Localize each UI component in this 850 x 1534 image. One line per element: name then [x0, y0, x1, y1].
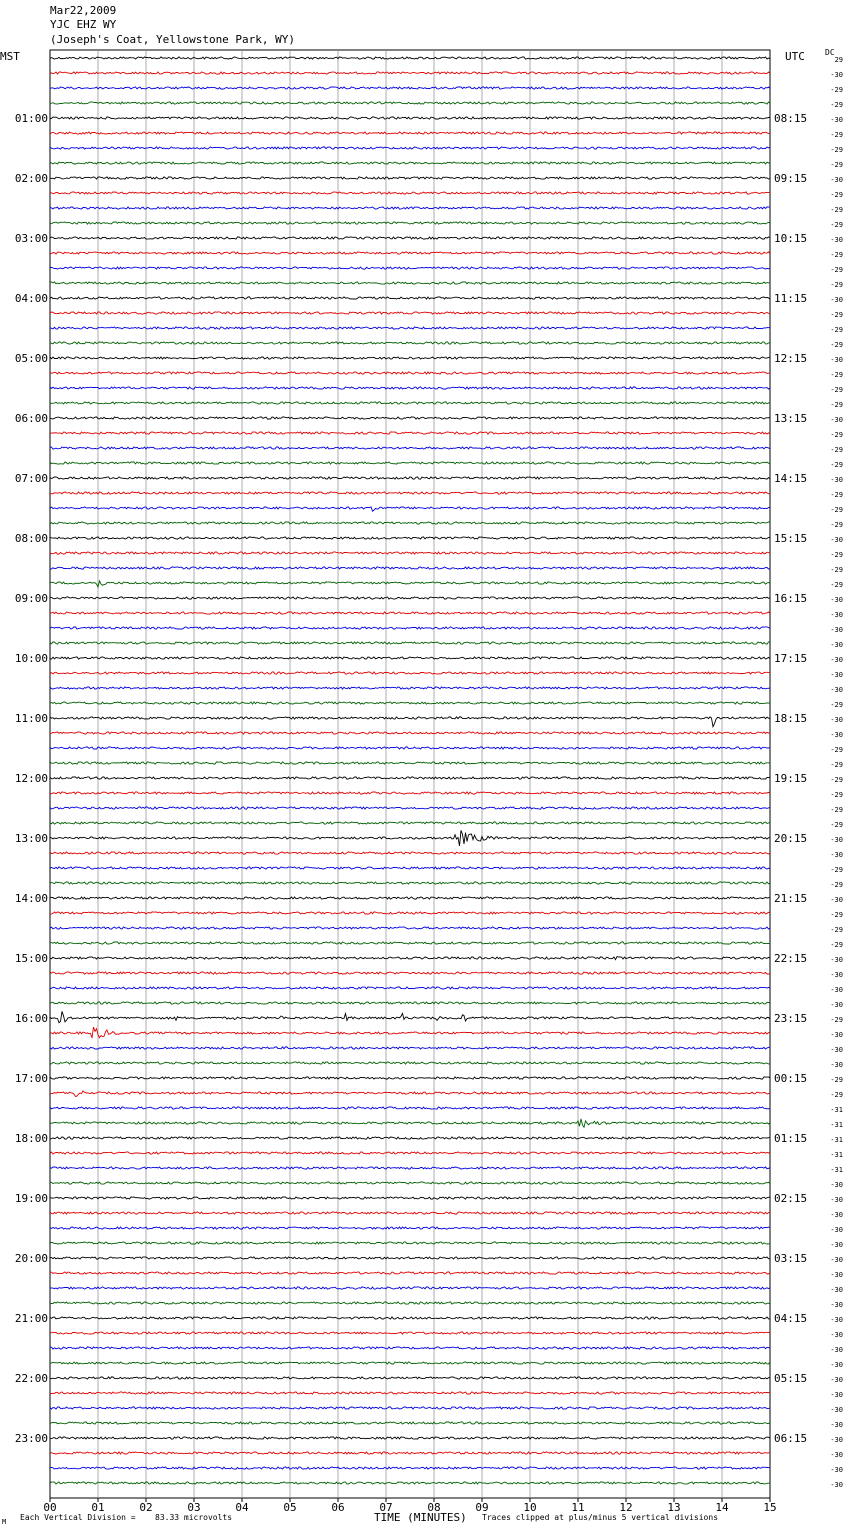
record-date: Mar22,2009 — [50, 4, 117, 17]
station-location: (Joseph's Coat, Yellowstone Park, WY) — [50, 33, 296, 46]
trace-line — [50, 1332, 770, 1334]
dc-offset-label: -30 — [830, 1406, 843, 1414]
utc-hour-label: 09:15 — [774, 172, 808, 185]
mst-hour-label: 12:00 — [14, 772, 48, 785]
dc-offset-label: -29 — [830, 821, 843, 829]
trace-line — [50, 1302, 770, 1304]
dc-offset-label: -29 — [830, 206, 843, 214]
trace-line — [50, 417, 770, 419]
trace-line — [50, 882, 770, 884]
dc-offset-label: -29 — [830, 866, 843, 874]
dc-offset-label: -29 — [830, 761, 843, 769]
dc-offset-label: -30 — [830, 1286, 843, 1294]
clip-note: Traces clipped at plus/minus 5 vertical divisions — [482, 1513, 719, 1522]
dc-offset-label: -29 — [830, 566, 843, 574]
trace-line — [50, 327, 770, 329]
x-tick-label: 13 — [667, 1501, 681, 1514]
trace-line — [50, 612, 770, 614]
dc-offset-label: -30 — [830, 851, 843, 859]
trace-line — [50, 507, 770, 511]
mst-hour-label: 07:00 — [14, 472, 48, 485]
dc-offset-label: -29 — [830, 941, 843, 949]
mst-hour-label: 08:00 — [14, 532, 48, 545]
trace-line — [50, 177, 770, 179]
axis-labels — [15, 56, 843, 1514]
dc-offset-label: -31 — [830, 1106, 843, 1114]
dc-offset-label: -30 — [830, 596, 843, 604]
trace-line — [50, 1047, 770, 1049]
trace-line — [50, 132, 770, 134]
trace-line — [50, 1482, 770, 1484]
x-tick-label: 07 — [379, 1501, 393, 1514]
trace-line — [50, 1377, 770, 1379]
trace-line — [50, 1227, 770, 1229]
trace-line — [50, 702, 770, 704]
dc-offset-label: -29 — [830, 281, 843, 289]
dc-offset-label: -30 — [830, 356, 843, 364]
dc-offset-label: -30 — [830, 1421, 843, 1429]
utc-hour-label: 05:15 — [774, 1372, 808, 1385]
dc-offset-label: -29 — [830, 521, 843, 529]
trace-line — [50, 897, 770, 899]
dc-offset-label: -30 — [830, 236, 843, 244]
dc-offset-label: -30 — [830, 1031, 843, 1039]
trace-line — [50, 1011, 770, 1022]
mst-hour-label: 13:00 — [14, 832, 48, 845]
trace-line — [50, 912, 770, 914]
dc-offset-label: -30 — [830, 1391, 843, 1399]
mst-hour-label: 14:00 — [14, 892, 48, 905]
trace-line — [50, 1152, 770, 1154]
dc-offset-label: -30 — [830, 1211, 843, 1219]
utc-axis-title: UTC — [785, 50, 805, 63]
utc-hour-label: 20:15 — [774, 832, 808, 845]
trace-line — [50, 432, 770, 434]
trace-line — [50, 642, 770, 644]
dc-offset-label: -30 — [830, 1481, 843, 1489]
mst-hour-label: 03:00 — [14, 232, 48, 245]
dc-offset-label: -29 — [830, 776, 843, 784]
dc-offset-label: -29 — [830, 311, 843, 319]
dc-offset-label: -29 — [830, 371, 843, 379]
dc-offset-label: -30 — [830, 956, 843, 964]
utc-hour-label: 10:15 — [774, 232, 808, 245]
mst-hour-label: 23:00 — [14, 1432, 48, 1445]
dc-offset-label: -30 — [830, 1271, 843, 1279]
dc-offset-label: -30 — [830, 1376, 843, 1384]
trace-line — [50, 357, 770, 359]
trace-line — [50, 147, 770, 149]
trace-line — [50, 1091, 770, 1097]
trace-line — [50, 1452, 770, 1454]
trace-line — [50, 567, 770, 569]
trace-line — [50, 957, 770, 960]
x-tick-label: 01 — [91, 1501, 105, 1514]
corner-mark: M — [2, 1518, 7, 1526]
trace-line — [50, 581, 770, 587]
trace-line — [50, 1182, 770, 1184]
x-tick-label: 05 — [283, 1501, 297, 1514]
trace-line — [50, 1467, 770, 1469]
dc-offset-label: -30 — [830, 656, 843, 664]
trace-line — [50, 1407, 770, 1409]
dc-offset-label: -29 — [830, 926, 843, 934]
dc-offset-label: -30 — [830, 611, 843, 619]
trace-line — [50, 1027, 770, 1038]
trace-line — [50, 537, 770, 539]
dc-offset-label: -29 — [830, 911, 843, 919]
trace-line — [50, 1437, 770, 1439]
trace-line — [50, 267, 770, 269]
trace-line — [50, 822, 770, 824]
mst-hour-label: 04:00 — [14, 292, 48, 305]
dc-offset-label: -30 — [830, 416, 843, 424]
x-tick-label: 14 — [715, 1501, 729, 1514]
trace-line — [50, 717, 770, 727]
dc-offset-label: -30 — [830, 1181, 843, 1189]
trace-line — [50, 57, 770, 59]
dc-offset-label: -30 — [830, 971, 843, 979]
trace-line — [50, 1242, 770, 1244]
trace-line — [50, 1002, 770, 1004]
trace-line — [50, 237, 770, 239]
dc-offset-label: -30 — [830, 731, 843, 739]
trace-line — [50, 852, 770, 854]
trace-line — [50, 387, 770, 389]
utc-hour-label: 22:15 — [774, 952, 808, 965]
trace-line — [50, 597, 770, 599]
x-tick-label: 00 — [43, 1501, 57, 1514]
mst-hour-label: 06:00 — [14, 412, 48, 425]
utc-hour-label: 03:15 — [774, 1252, 808, 1265]
seismic-traces — [50, 57, 770, 1484]
trace-line — [50, 207, 770, 209]
mst-hour-label: 01:00 — [14, 112, 48, 125]
x-tick-label: 09 — [475, 1501, 489, 1514]
utc-hour-label: 21:15 — [774, 892, 808, 905]
dc-offset-label: -29 — [830, 551, 843, 559]
mst-hour-label: 21:00 — [14, 1312, 48, 1325]
dc-offset-label: -29 — [830, 221, 843, 229]
trace-line — [50, 297, 770, 299]
dc-offset-label: -29 — [830, 101, 843, 109]
station-code: YJC EHZ WY — [50, 18, 117, 31]
utc-hour-label: 18:15 — [774, 712, 808, 725]
mst-hour-label: 09:00 — [14, 592, 48, 605]
dc-offset-label: -30 — [830, 641, 843, 649]
mst-axis-title: MST — [0, 50, 20, 63]
dc-offset-label: -31 — [830, 1121, 843, 1129]
dc-offset-label: -31 — [830, 1136, 843, 1144]
utc-hour-label: 08:15 — [774, 112, 808, 125]
vertical-division-label: Each Vertical Division = — [20, 1513, 136, 1522]
utc-hour-label: 15:15 — [774, 532, 808, 545]
trace-line — [50, 372, 770, 374]
utc-hour-label: 13:15 — [774, 412, 808, 425]
utc-hour-label: 17:15 — [774, 652, 808, 665]
dc-offset-label: 29 — [834, 56, 843, 64]
dc-axis-title: DC — [825, 48, 835, 57]
dc-offset-label: -30 — [830, 71, 843, 79]
trace-line — [50, 1107, 770, 1109]
time-grid — [50, 50, 770, 1502]
dc-offset-label: -29 — [830, 1016, 843, 1024]
trace-line — [50, 1062, 770, 1064]
dc-offset-label: -30 — [830, 1001, 843, 1009]
dc-offset-label: -29 — [830, 386, 843, 394]
x-tick-label: 06 — [331, 1501, 345, 1514]
trace-line — [50, 117, 770, 119]
trace-line — [50, 252, 770, 254]
dc-offset-label: -30 — [830, 1301, 843, 1309]
trace-line — [50, 312, 770, 314]
trace-line — [50, 927, 770, 929]
trace-line — [50, 1197, 770, 1199]
trace-line — [50, 192, 770, 194]
mst-hour-label: 15:00 — [14, 952, 48, 965]
trace-line — [50, 687, 770, 689]
dc-offset-label: -30 — [830, 986, 843, 994]
x-tick-label: 10 — [523, 1501, 537, 1514]
dc-offset-label: -30 — [830, 1061, 843, 1069]
dc-offset-label: -30 — [830, 1241, 843, 1249]
dc-offset-label: -29 — [830, 746, 843, 754]
dc-offset-label: -30 — [830, 1451, 843, 1459]
dc-offset-label: -29 — [830, 881, 843, 889]
dc-offset-label: -29 — [830, 806, 843, 814]
utc-hour-label: 23:15 — [774, 1012, 808, 1025]
trace-line — [50, 830, 770, 846]
trace-line — [50, 552, 770, 554]
x-tick-label: 11 — [571, 1501, 585, 1514]
utc-hour-label: 04:15 — [774, 1312, 808, 1325]
utc-hour-label: 12:15 — [774, 352, 808, 365]
dc-offset-label: -30 — [830, 176, 843, 184]
dc-offset-label: -29 — [830, 701, 843, 709]
dc-offset-label: -30 — [830, 116, 843, 124]
trace-line — [50, 972, 770, 974]
x-tick-label: 02 — [139, 1501, 153, 1514]
mst-hour-label: 18:00 — [14, 1132, 48, 1145]
mst-hour-label: 16:00 — [14, 1012, 48, 1025]
dc-offset-label: -29 — [830, 146, 843, 154]
x-axis-title: TIME (MINUTES) — [374, 1511, 467, 1524]
trace-line — [50, 1362, 770, 1364]
dc-offset-label: -30 — [830, 626, 843, 634]
dc-offset-label: -29 — [830, 401, 843, 409]
trace-line — [50, 1272, 770, 1274]
mst-hour-label: 19:00 — [14, 1192, 48, 1205]
trace-line — [50, 762, 770, 764]
dc-offset-label: -30 — [830, 1361, 843, 1369]
trace-line — [50, 1077, 770, 1079]
dc-offset-label: -30 — [830, 1046, 843, 1054]
mst-hour-label: 02:00 — [14, 172, 48, 185]
utc-hour-label: 01:15 — [774, 1132, 808, 1145]
dc-offset-label: -29 — [830, 791, 843, 799]
utc-hour-label: 00:15 — [774, 1072, 808, 1085]
dc-offset-label: -30 — [830, 476, 843, 484]
dc-offset-label: -30 — [830, 1256, 843, 1264]
trace-line — [50, 1287, 770, 1289]
dc-offset-label: -29 — [830, 161, 843, 169]
trace-line — [50, 1392, 770, 1394]
trace-line — [50, 342, 770, 344]
dc-offset-label: -31 — [830, 1151, 843, 1159]
mst-hour-label: 10:00 — [14, 652, 48, 665]
dc-offset-label: -29 — [830, 86, 843, 94]
utc-hour-label: 11:15 — [774, 292, 808, 305]
trace-line — [50, 792, 770, 794]
dc-offset-label: -30 — [830, 836, 843, 844]
utc-hour-label: 16:15 — [774, 592, 808, 605]
x-tick-label: 12 — [619, 1501, 633, 1514]
trace-line — [50, 672, 770, 674]
x-tick-label: 08 — [427, 1501, 441, 1514]
dc-offset-label: -30 — [830, 1331, 843, 1339]
x-tick-label: 04 — [235, 1501, 249, 1514]
trace-line — [50, 1422, 770, 1424]
trace-line — [50, 987, 770, 989]
utc-hour-label: 02:15 — [774, 1192, 808, 1205]
trace-line — [50, 447, 770, 449]
trace-line — [50, 1119, 770, 1128]
dc-offset-label: -29 — [830, 191, 843, 199]
trace-line — [50, 402, 770, 404]
dc-offset-label: -30 — [830, 896, 843, 904]
dc-offset-label: -29 — [830, 506, 843, 514]
trace-line — [50, 1317, 770, 1319]
mst-hour-label: 11:00 — [14, 712, 48, 725]
dc-offset-label: -30 — [830, 1436, 843, 1444]
trace-line — [50, 627, 770, 629]
dc-offset-label: -29 — [830, 131, 843, 139]
dc-offset-label: -30 — [830, 1316, 843, 1324]
dc-offset-label: -29 — [830, 461, 843, 469]
trace-line — [50, 87, 770, 89]
dc-offset-label: -29 — [830, 1076, 843, 1084]
trace-line — [50, 282, 770, 284]
utc-hour-label: 14:15 — [774, 472, 808, 485]
trace-line — [50, 747, 770, 749]
trace-line — [50, 1212, 770, 1214]
dc-offset-label: -29 — [830, 326, 843, 334]
trace-line — [50, 807, 770, 809]
dc-offset-label: -30 — [830, 686, 843, 694]
dc-offset-label: -30 — [830, 296, 843, 304]
dc-offset-label: -30 — [830, 1346, 843, 1354]
dc-offset-label: -31 — [830, 1166, 843, 1174]
trace-line — [50, 1167, 770, 1169]
mst-hour-label: 22:00 — [14, 1372, 48, 1385]
trace-line — [50, 72, 770, 74]
dc-offset-label: -29 — [830, 341, 843, 349]
trace-line — [50, 522, 770, 524]
trace-line — [50, 1257, 770, 1259]
trace-line — [50, 732, 770, 734]
dc-offset-label: -30 — [830, 671, 843, 679]
x-tick-label: 15 — [763, 1501, 777, 1514]
utc-hour-label: 06:15 — [774, 1432, 808, 1445]
dc-offset-label: -29 — [830, 266, 843, 274]
x-tick-label: 03 — [187, 1501, 201, 1514]
dc-offset-label: -29 — [830, 446, 843, 454]
dc-offset-label: -29 — [830, 251, 843, 259]
trace-line — [50, 942, 770, 944]
dc-offset-label: -29 — [830, 431, 843, 439]
trace-line — [50, 492, 770, 494]
dc-offset-label: -30 — [830, 1466, 843, 1474]
trace-line — [50, 1137, 770, 1139]
trace-line — [50, 1347, 770, 1349]
dc-offset-label: -29 — [830, 491, 843, 499]
dc-offset-label: -29 — [830, 581, 843, 589]
dc-offset-label: -30 — [830, 1226, 843, 1234]
utc-hour-label: 19:15 — [774, 772, 808, 785]
dc-offset-label: -30 — [830, 536, 843, 544]
trace-line — [50, 477, 770, 479]
trace-line — [50, 222, 770, 224]
trace-line — [50, 102, 770, 104]
trace-line — [50, 777, 770, 779]
vertical-division-value: 83.33 microvolts — [155, 1513, 233, 1522]
dc-offset-label: -29 — [830, 1091, 843, 1099]
dc-offset-label: -30 — [830, 716, 843, 724]
mst-hour-label: 05:00 — [14, 352, 48, 365]
trace-line — [50, 462, 770, 464]
mst-hour-label: 17:00 — [14, 1072, 48, 1085]
trace-line — [50, 867, 770, 869]
trace-line — [50, 162, 770, 164]
trace-line — [50, 657, 770, 659]
dc-offset-label: -30 — [830, 1196, 843, 1204]
mst-hour-label: 20:00 — [14, 1252, 48, 1265]
